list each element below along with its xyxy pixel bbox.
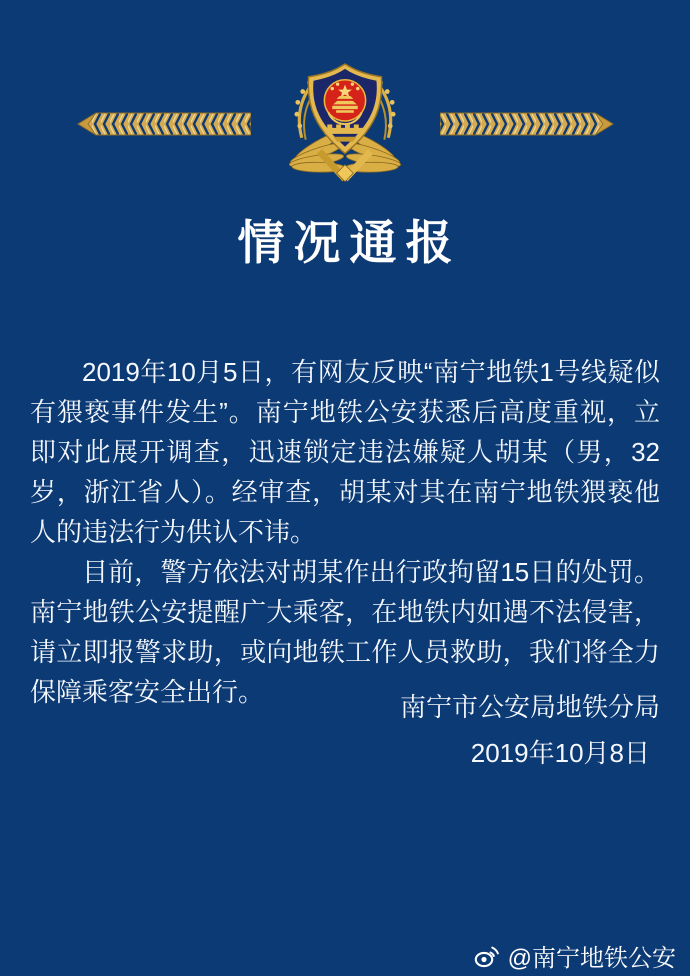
page-title: 情况通报: [237, 218, 462, 270]
issuing-authority: 南宁市公安局地铁分局: [399, 692, 660, 722]
signature-block: [400, 684, 660, 776]
gold-braid-right-ornament: [440, 111, 617, 137]
weibo-watermark: [474, 938, 676, 973]
gold-braid-left-ornament: [74, 111, 251, 137]
notice-body: [30, 352, 660, 712]
notice-paragraph-1: 2019年10月5日，有网友反映“南宁地铁1号线疑似有猥亵事件发生”。南宁地铁公安获悉后高度重视，立即对此展开调查，迅速锁定违法嫌疑人胡某（男，32岁，浙江省人）。经审查，胡某对其在南宁地铁猥亵他人的违法行为供认不讳。: [30, 357, 660, 547]
weibo-logo-icon: [474, 944, 501, 968]
china-police-badge-icon: [286, 60, 404, 186]
weibo-handle: @南宁地铁公安: [507, 945, 676, 972]
notice-paragraph-2: 目前，警方依法对胡某作出行政拘留15日的处罚。南宁地铁公安提醒广大乘客，在地铁内如遇不法侵害，请立即报警求助，或向地铁工作人员救助，我们将全力保障乘客安全出行。: [30, 557, 660, 707]
issue-date: 2019年10月8日: [470, 738, 650, 768]
